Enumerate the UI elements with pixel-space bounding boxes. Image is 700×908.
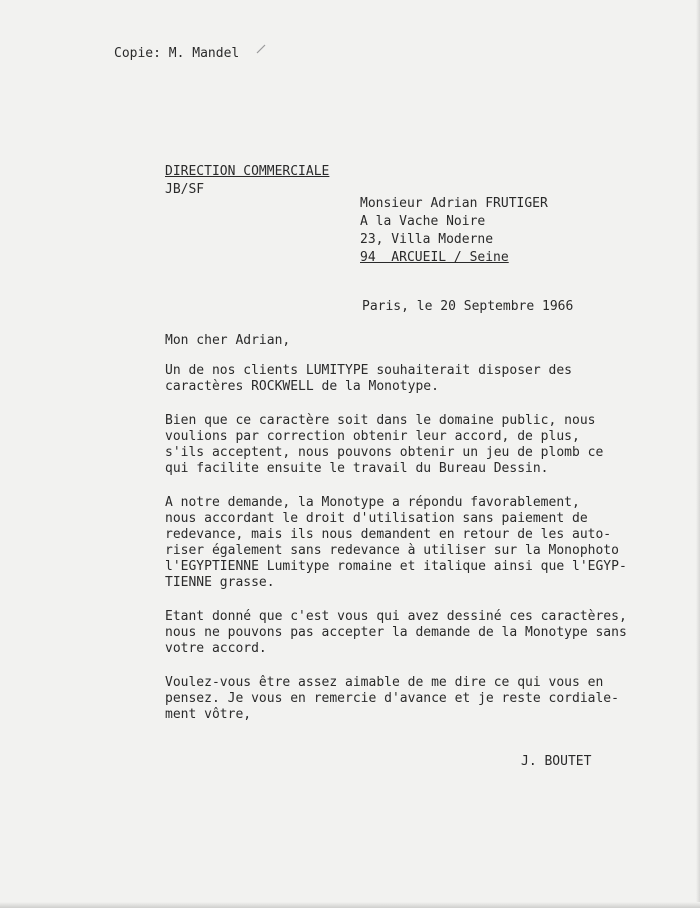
body-line: redevance, mais ils nous demandent en retour de les auto-: [165, 527, 612, 542]
department-heading: DIRECTION COMMERCIALE: [165, 164, 330, 179]
paragraph: [165, 495, 645, 591]
body-line: l'EGYPTIENNE Lumitype romaine et italique ainsi que l'EGYP-: [165, 559, 627, 574]
recipient-address-block: [360, 196, 548, 268]
reference-initials: JB/SF: [165, 182, 205, 197]
letter-body: [165, 363, 645, 741]
body-line: pensez. Je vous en remercie d'avance et je reste cordiale-: [165, 691, 619, 706]
body-line: riser également sans redevance à utiliser sur la Monophoto: [165, 543, 619, 558]
body-line: nous accordant le droit d'utilisation sans paiement de: [165, 511, 588, 526]
paragraph: [165, 363, 645, 395]
recipient-address-line-2: 23, Villa Moderne: [360, 232, 494, 247]
body-line: s'ils acceptent, nous pouvons obtenir un jeu de plomb ce: [165, 445, 604, 460]
pencil-tick-mark: [256, 44, 266, 54]
paragraph: [165, 413, 645, 477]
body-line: votre accord.: [165, 641, 267, 656]
recipient-name: Monsieur Adrian FRUTIGER: [360, 196, 548, 211]
body-line: Etant donné que c'est vous qui avez dessiné ces caractères,: [165, 609, 627, 624]
body-line: Un de nos clients LUMITYPE souhaiterait disposer des: [165, 363, 572, 378]
paper-edge: [0, 902, 700, 908]
body-line: voulions par correction obtenir leur accord, de plus,: [165, 429, 580, 444]
body-line: A notre demande, la Monotype a répondu favorablement,: [165, 495, 580, 510]
body-line: Bien que ce caractère soit dans le domaine public, nous: [165, 413, 596, 428]
salutation: Mon cher Adrian,: [165, 333, 291, 348]
letter-date: Paris, le 20 Septembre 1966: [362, 299, 574, 314]
recipient-address-line-1: A la Vache Noire: [360, 214, 486, 229]
body-line: TIENNE grasse.: [165, 575, 275, 590]
body-line: caractères ROCKWELL de la Monotype.: [165, 379, 439, 394]
paragraph: [165, 675, 645, 723]
body-line: nous ne pouvons pas accepter la demande de la Monotype sans: [165, 625, 627, 640]
body-line: qui facilite ensuite le travail du Bureau Dessin.: [165, 461, 549, 476]
body-line: ment vôtre,: [165, 707, 252, 722]
recipient-city: 94 ARCUEIL / Seine: [360, 250, 509, 265]
paper-edge: [696, 0, 700, 908]
copy-line: Copie: M. Mandel: [114, 46, 240, 61]
body-line: Voulez-vous être assez aimable de me dire ce qui vous en: [165, 675, 604, 690]
paragraph: [165, 609, 645, 657]
signature: J. BOUTET: [521, 754, 592, 769]
